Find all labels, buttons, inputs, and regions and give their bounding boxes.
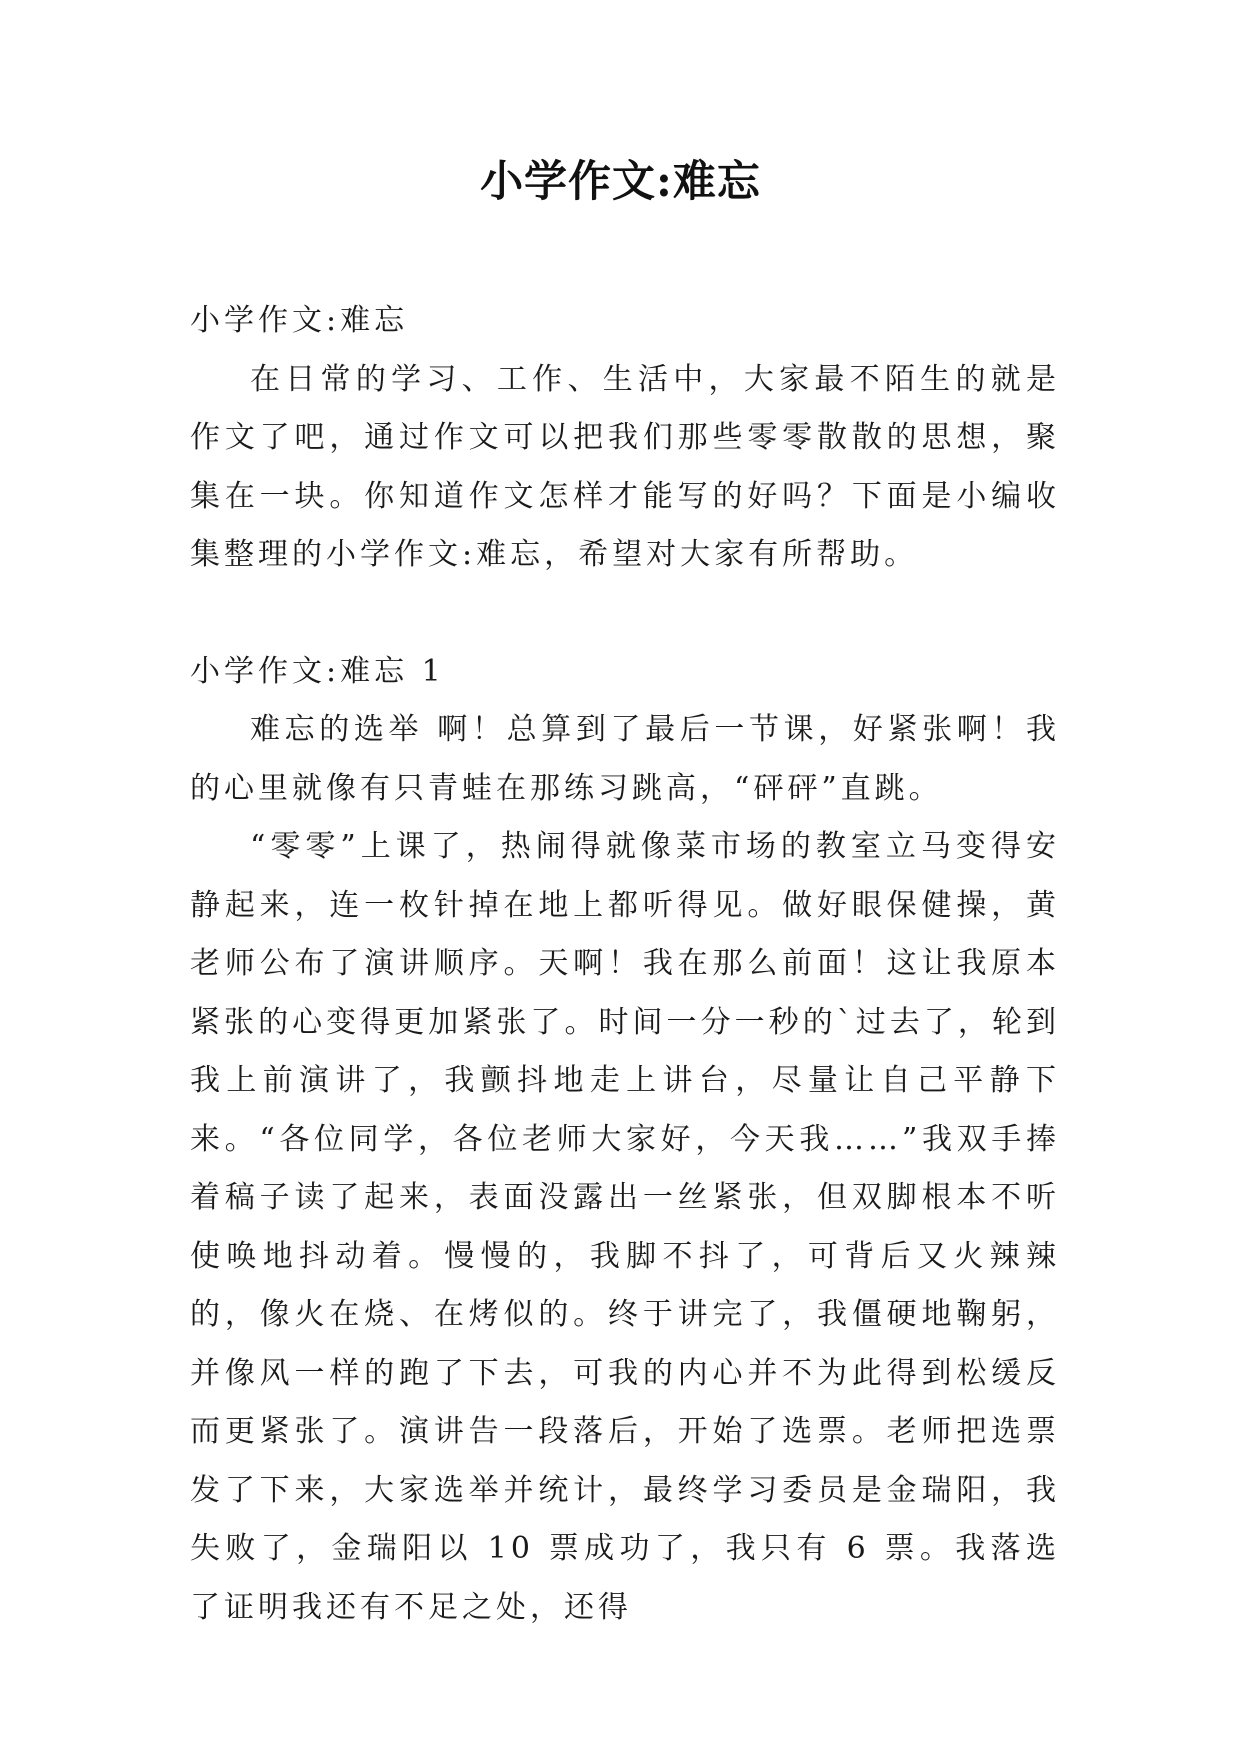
section-spacer — [190, 585, 1060, 643]
section1-heading: 小学作文:难忘 1 — [190, 653, 445, 689]
section1-paragraph-2: “零零”上课了，热闹得就像菜市场的教室立马变得安静起来，连一枚针掉在地上都听得见。做好眼保健操，黄老师公布了演讲顺序。天啊！我在那么前面！这让我原本紧张的心变得更加紧张了。时间一分一秒的`过去了，轮到我上前演讲了，我颤抖地走上讲台，尽量让自己平静下来。“各位同学，各位老师大家好，今天我……”我双手捧着稿子读了起来，表面没露出一丝紧张，但双脚根本不听使唤地抖动着。慢慢的，我脚不抖了，可背后又火辣辣的，像火在烧、在烤似的。终于讲完了，我僵硬地鞠躬，并像风一样的跑了下去，可我的内心并不为此得到松缓反而更紧张了。演讲告一段落后，开始了选票。老师把选票发了下来，大家选举并统计，最终学习委员是金瑞阳，我失败了，金瑞阳以 10 票成功了，我只有 6 票。我落选了证明我还有不足之处，还得 — [190, 829, 1060, 1625]
intro-paragraph: 在日常的学习、工作、生活中，大家最不陌生的就是作文了吧，通过作文可以把我们那些零零散散的思想，聚集在一块。你知道作文怎样才能写的好吗？下面是小编收集整理的小学作文:难忘，希望对大家有所帮助。 — [190, 361, 1060, 572]
section1-paragraph-1: 难忘的选举 啊！总算到了最后一节课，好紧张啊！我的心里就像有只青蛙在那练习跳高，“砰砰”直跳。 — [190, 712, 1060, 806]
document-body — [190, 292, 1060, 1637]
intro-heading: 小学作文:难忘 — [190, 303, 409, 338]
document-title: 小学作文:难忘 — [480, 157, 761, 207]
